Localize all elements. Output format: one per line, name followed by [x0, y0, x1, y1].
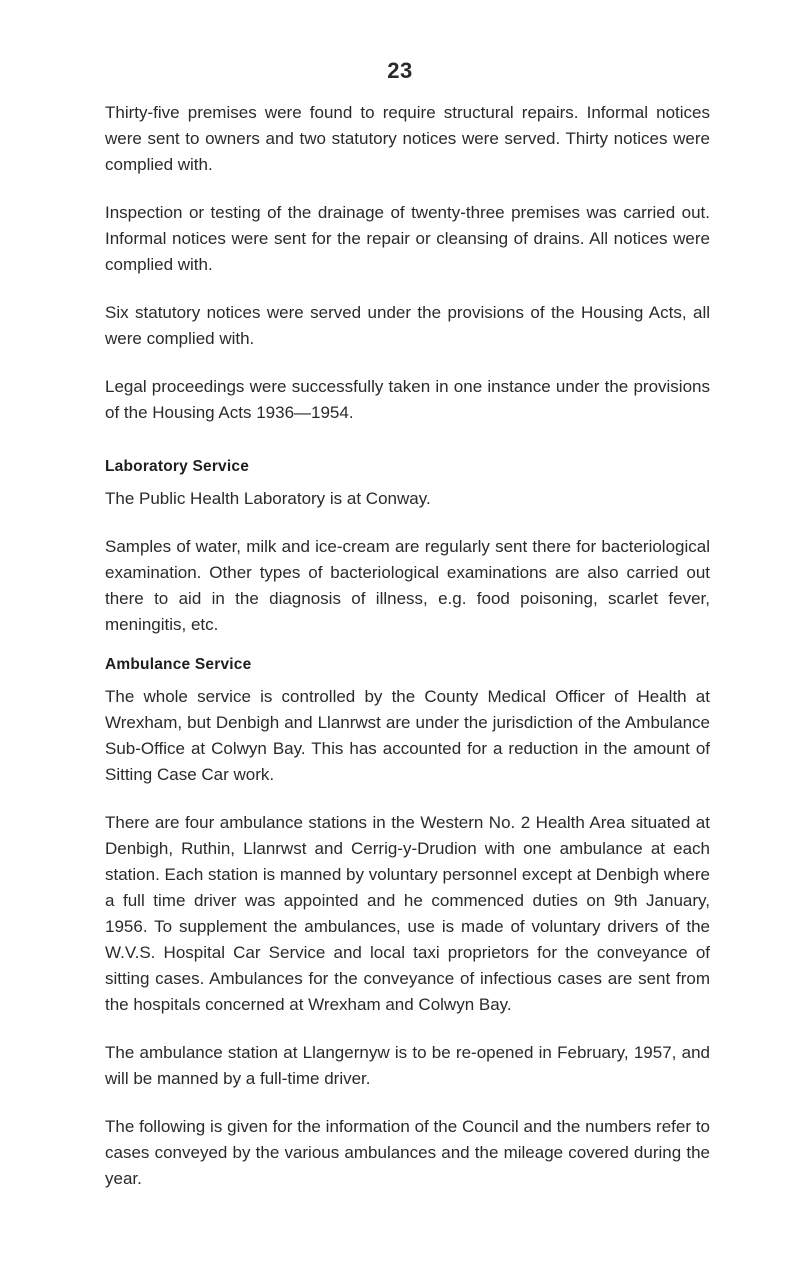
- laboratory-service-section: [105, 458, 710, 638]
- paragraph-legal-proceedings: Legal proceedings were successfully taken in one instance under the provisions of the Housing Acts 1936—1954.: [105, 377, 710, 422]
- paragraph-following-information: The following is given for the information of the Council and the numbers refer to cases conveyed by the various ambulances and the mileage covered during the year.: [105, 1117, 710, 1188]
- paragraph-laboratory-location: The Public Health Laboratory is at Conway.: [105, 489, 431, 508]
- paragraph-housing-acts-notices: Six statutory notices were served under the provisions of the Housing Acts, all were complied with.: [105, 303, 710, 348]
- section-heading-laboratory: Laboratory Service: [105, 458, 250, 475]
- paragraph-ambulance-stations: There are four ambulance stations in the Western No. 2 Health Area situated at Denbigh, Ruthin, Llanrwst and Cerrig-y-Drudion with one ambulance at each station. Each station is manned by voluntary personnel except at Denbigh where a full time driver was appointed and he commenced duties on 9th January, 1956. To supplement the ambulances, use is made of voluntary drivers of the W.V.S. Hospital Car Service and local taxi proprietors for the conveyance of sitting cases. Ambulances for the conveyance of infectious cases are sent from the hospitals concerned at Wrexham and Colwyn Bay.: [105, 813, 710, 1014]
- paragraph-drainage: Inspection or testing of the drainage of twenty-three premises was carried out. Informal notices were sent for the repair or cleansing of drains. All notices were complied with.: [105, 203, 710, 274]
- page-body: [105, 100, 710, 1214]
- ambulance-service-section: [105, 656, 710, 1192]
- paragraph-llangernyw-station: The ambulance station at Llangernyw is to be re-opened in February, 1957, and will be manned by a full-time driver.: [105, 1043, 710, 1088]
- section-heading-ambulance: Ambulance Service: [105, 656, 252, 673]
- page-number: 23: [387, 58, 413, 83]
- paragraph-laboratory-samples: Samples of water, milk and ice-cream are regularly sent there for bacteriological examination. Other types of bacteriological examinations are also carried out there to aid in the diagnosis of illness, e.g. food poisoning, scarlet fever, meningitis, etc.: [105, 537, 710, 634]
- paragraph-ambulance-control: The whole service is controlled by the County Medical Officer of Health at Wrexham, but Denbigh and Llanrwst are under the jurisdiction of the Ambulance Sub-Office at Colwyn Bay. This has accounted for a reduction in the amount of Sitting Case Car work.: [105, 687, 710, 784]
- paragraph-structural-repairs: Thirty-five premises were found to require structural repairs. Informal notices were sent to owners and two statutory notices were served. Thirty notices were complied with.: [105, 103, 710, 174]
